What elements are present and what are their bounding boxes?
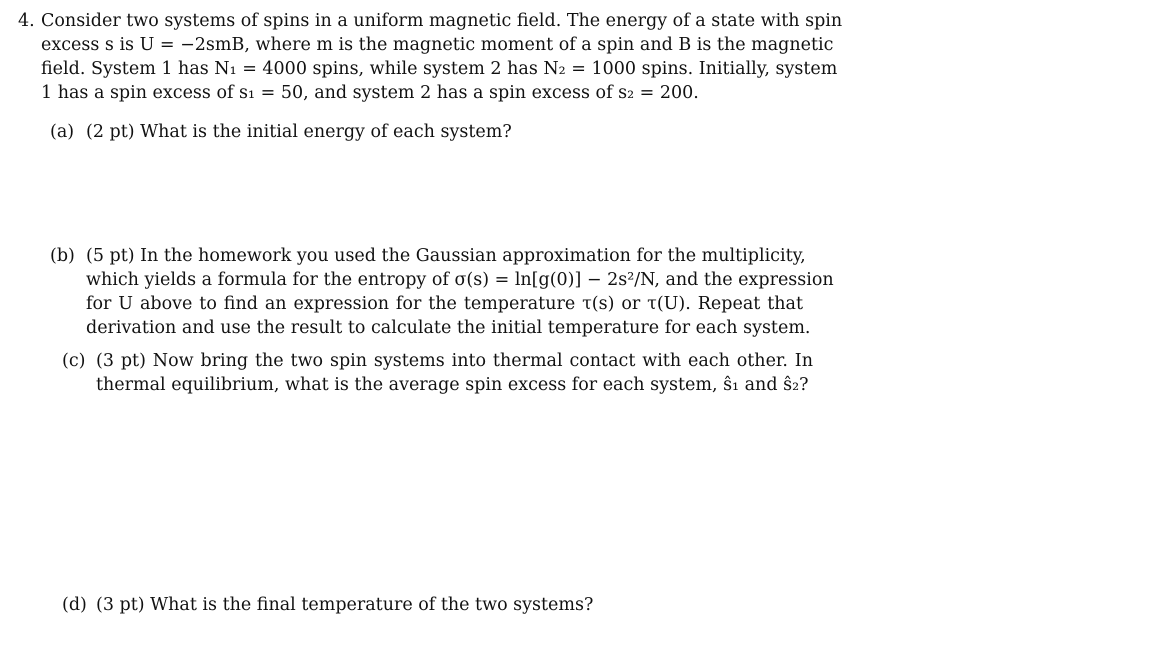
problem-intro-line-4: 1 has a spin excess of s₁ = 50, and system 2 has a spin excess of s₂ = 200.: [41, 83, 699, 103]
part-c-line-2: thermal equilibrium, what is the average spin excess for each system, ŝ₁ and ŝ₂?: [96, 375, 809, 395]
part-b-line-1: (5 pt) In the homework you used the Gaussian approximation for the multiplicity,: [86, 246, 806, 266]
part-b-line-4: derivation and use the result to calculate the initial temperature for each system.: [86, 318, 811, 338]
part-b-line-3: for U above to find an expression for the temperature τ(s) or τ(U). Repeat that: [86, 294, 803, 314]
problem-intro-line-3: field. System 1 has N₁ = 4000 spins, while system 2 has N₂ = 1000 spins. Initially, system: [41, 59, 838, 79]
problem-intro-line-2: excess s is U = −2smB, where m is the magnetic moment of a spin and B is the magnetic: [41, 35, 834, 55]
part-b-label: (b): [50, 246, 75, 266]
part-c-line-1: (3 pt) Now bring the two spin systems into thermal contact with each other. In: [96, 351, 813, 371]
part-a-question: (2 pt) What is the initial energy of each system?: [86, 122, 512, 142]
part-d-question: (3 pt) What is the final temperature of the two systems?: [96, 595, 594, 615]
part-a-label: (a): [50, 122, 75, 142]
part-c-label: (c): [62, 351, 86, 371]
problem-intro-line-1: Consider two systems of spins in a uniform magnetic field. The energy of a state with spin: [41, 11, 843, 31]
part-d-label: (d): [62, 595, 87, 615]
problem-number: 4.: [18, 11, 35, 31]
part-b-line-2: which yields a formula for the entropy of σ(s) = ln[g(0)] − 2s²/N, and the expression: [86, 270, 834, 290]
